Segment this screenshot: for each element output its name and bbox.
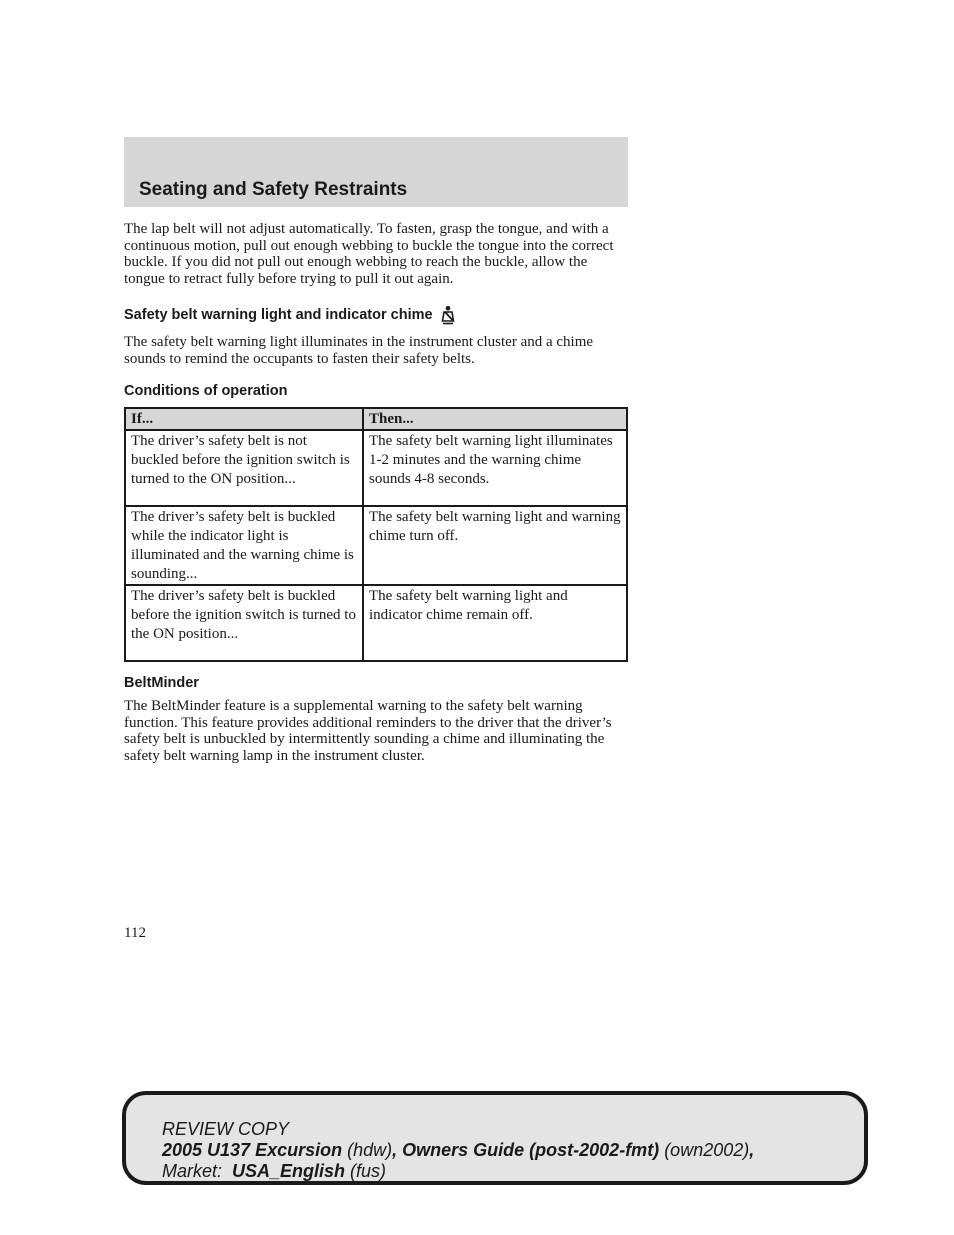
section-header-band — [124, 137, 628, 207]
footer-guide: Owners Guide (post-2002-fmt) — [402, 1140, 660, 1160]
table-cell-then: The safety belt warning light and indicator chime remain off. — [363, 585, 627, 661]
review-copy-footer — [122, 1091, 868, 1185]
footer-market-line — [162, 1161, 754, 1182]
footer-model-code: (hdw) — [342, 1140, 393, 1160]
table-cell-if: The driver’s safety belt is not buckled before the ignition switch is turned to the ON position... — [125, 430, 363, 506]
column-header-then: Then... — [363, 408, 627, 430]
intro-paragraph: The lap belt will not adjust automatically. To fasten, grasp the tongue, and with a continuous motion, pull out enough webbing to buckle the tongue into the correct buckle. If you did not pull out enough webbing to reach the buckle, allow the tongue to retract fully before trying to pull it out again. — [124, 221, 614, 287]
warning-heading — [124, 305, 628, 325]
footer-document-line — [162, 1140, 754, 1161]
beltminder-heading: BeltMinder — [124, 675, 199, 691]
table-row — [125, 585, 627, 661]
seatbelt-icon — [438, 305, 458, 325]
table-row — [125, 430, 627, 506]
footer-model: 2005 U137 Excursion — [162, 1140, 343, 1160]
footer-guide-code: (own2002) — [659, 1140, 750, 1160]
page-title: Seating and Safety Restraints — [139, 179, 408, 200]
table-header-row — [125, 408, 627, 430]
footer-separator: , — [749, 1140, 755, 1160]
warning-heading-text: Safety belt warning light and indicator chime — [124, 307, 433, 323]
page-number: 112 — [124, 925, 146, 941]
footer-separator: , — [392, 1140, 403, 1160]
footer-market-code: (fus) — [345, 1161, 387, 1181]
table-cell-then: The safety belt warning light and warning chime turn off. — [363, 506, 627, 585]
warning-paragraph: The safety belt warning light illuminates in the instrument cluster and a chime sounds to remind the occupants to fasten their safety belts. — [124, 334, 594, 367]
table-cell-if: The driver’s safety belt is buckled before the ignition switch is turned to the ON position... — [125, 585, 363, 661]
footer-market: USA_English — [232, 1161, 346, 1181]
conditions-heading: Conditions of operation — [124, 383, 288, 399]
footer-review-copy: REVIEW COPY — [162, 1119, 290, 1139]
footer-market-label: Market: — [162, 1161, 233, 1181]
conditions-table — [124, 407, 628, 662]
table-cell-then: The safety belt warning light illuminates 1-2 minutes and the warning chime sounds 4-8 seconds. — [363, 430, 627, 506]
column-header-if: If... — [125, 408, 363, 430]
beltminder-paragraph: The BeltMinder feature is a supplemental warning to the safety belt warning function. This feature provides additional reminders to the driver that the driver’s safety belt is unbuckled by intermittently sounding a chime and illuminating the safety belt warning lamp in the instrument cluster. — [124, 698, 612, 764]
table-cell-if: The driver’s safety belt is buckled while the indicator light is illuminated and the warning chime is sounding... — [125, 506, 363, 585]
table-row — [125, 506, 627, 585]
page-content — [124, 221, 628, 764]
